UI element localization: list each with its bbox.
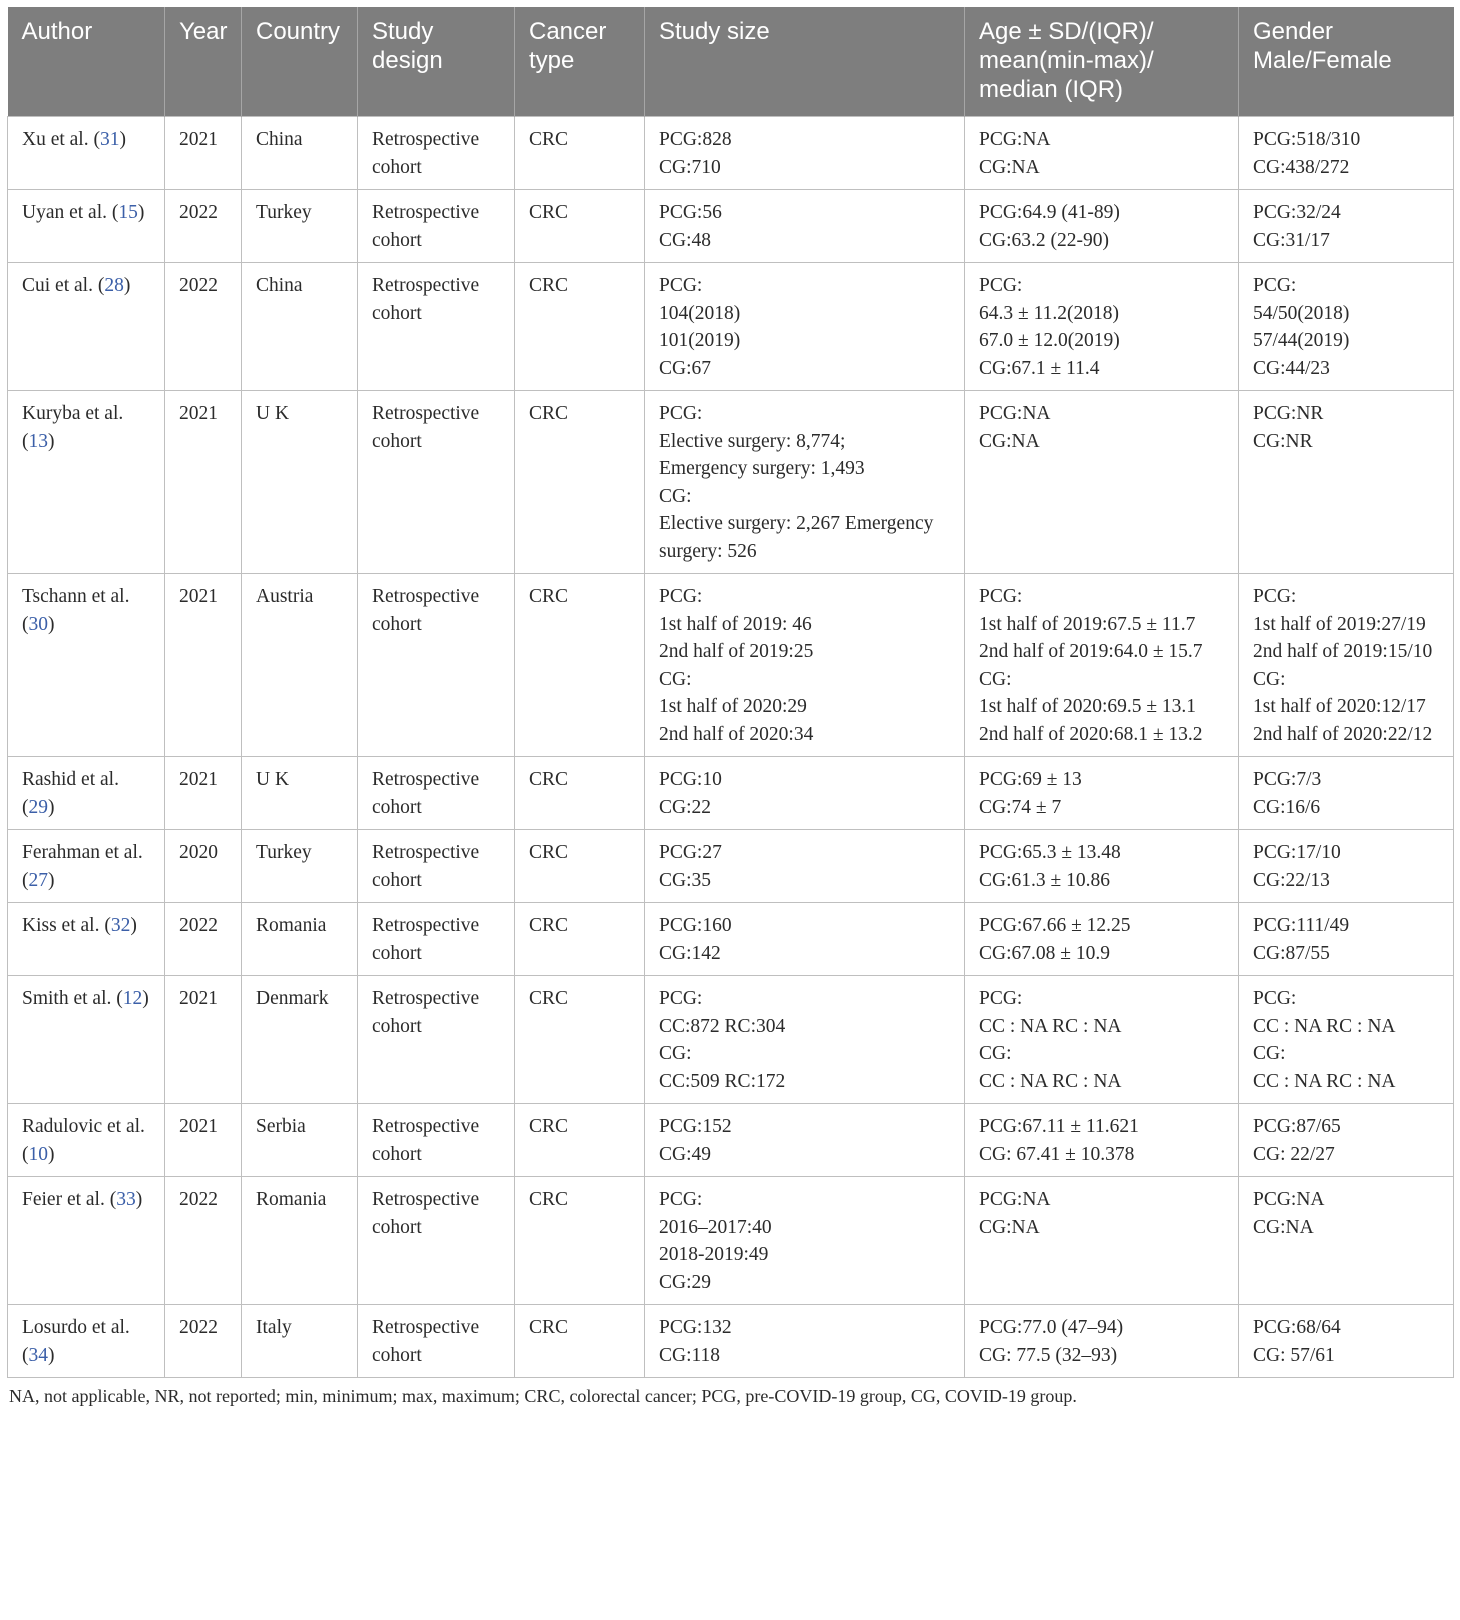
cell-line: CG:: [979, 1043, 1012, 1064]
author-name: Cui et al.: [22, 275, 93, 296]
reference-link: 33: [116, 1189, 136, 1210]
cell-country: Romania: [242, 1177, 358, 1305]
reference-link: 15: [118, 202, 138, 223]
cell-country: Italy: [242, 1305, 358, 1378]
cell-line: CG: 77.5 (32–93): [979, 1344, 1118, 1366]
cell-cancer-type: CRC: [515, 263, 645, 391]
cell-line: CC:872 RC:304: [659, 1015, 786, 1037]
header-author: Author: [8, 7, 165, 117]
cell-author: Tschann et al. (30): [8, 574, 165, 757]
cell-line: 2018-2019:49: [659, 1244, 769, 1265]
cell-year: 2022: [165, 1177, 242, 1305]
cell-line: CG:16/6: [1253, 796, 1321, 818]
cell-line: PCG:: [1253, 586, 1297, 607]
reference-link: 27: [28, 869, 48, 891]
cell-country: Romania: [242, 903, 358, 976]
cell-study-size: [645, 574, 965, 757]
cell-line: Emergency surgery: 1,493: [659, 458, 865, 479]
cell-line: CG:438/272: [1253, 156, 1350, 178]
cell-line: PCG:17/10: [1253, 842, 1341, 863]
cell-study-design: Retrospective cohort: [358, 574, 515, 757]
cell-cancer-type: CRC: [515, 976, 645, 1104]
cell-line: CG:31/17: [1253, 229, 1330, 251]
cell-line: CG:67.1 ± 11.4: [979, 357, 1100, 379]
cell-line: Elective surgery: 8,774;: [659, 430, 846, 452]
cell-line: CG:710: [659, 156, 721, 178]
cell-year: 2020: [165, 830, 242, 903]
cell-line: 101(2019): [659, 330, 741, 351]
cell-gender: [1239, 1104, 1454, 1177]
cell-line: 104(2018): [659, 302, 741, 324]
reference-link: 13: [28, 430, 48, 452]
cell-line: CC : NA RC : NA: [979, 1070, 1122, 1092]
cell-line: PCG:518/310: [1253, 129, 1361, 150]
reference-link: 30: [28, 613, 48, 635]
header-study-size: Study size: [645, 7, 965, 117]
cell-line: CG:61.3 ± 10.86: [979, 869, 1110, 891]
cell-line: 1st half of 2020:69.5 ± 13.1: [979, 696, 1197, 717]
cell-line: PCG:: [979, 988, 1023, 1009]
cell-cancer-type: CRC: [515, 1104, 645, 1177]
document: [7, 7, 1453, 1407]
cell-line: CG: 67.41 ± 10.378: [979, 1143, 1135, 1165]
cell-line: PCG:: [1253, 275, 1297, 296]
cell-line: PCG:NR: [1253, 403, 1324, 424]
cell-author: Kiss et al. (32): [8, 903, 165, 976]
cell-line: 2nd half of 2019:64.0 ± 15.7: [979, 641, 1203, 662]
cell-cancer-type: CRC: [515, 117, 645, 190]
cell-line: CC : NA RC : NA: [979, 1015, 1122, 1037]
cell-age: [965, 391, 1239, 574]
cell-study-design: Retrospective cohort: [358, 117, 515, 190]
cell-line: CG:67.08 ± 10.9: [979, 942, 1110, 964]
cell-line: CC : NA RC : NA: [1253, 1015, 1396, 1037]
cell-author: Xu et al. (31): [8, 117, 165, 190]
cell-line: CG: 22/27: [1253, 1143, 1335, 1165]
cell-line: CG:63.2 (22-90): [979, 229, 1109, 251]
cell-line: 1st half of 2019:27/19: [1253, 613, 1426, 635]
cell-author: Radulovic et al. (10): [8, 1104, 165, 1177]
author-name: Rashid et al.: [22, 769, 119, 790]
cell-line: CG:67: [659, 357, 712, 379]
cell-line: PCG:67.66 ± 12.25: [979, 915, 1131, 936]
cell-line: CG:NA: [979, 1216, 1040, 1238]
cell-line: PCG:152: [659, 1116, 732, 1137]
cell-gender: [1239, 830, 1454, 903]
cell-line: 64.3 ± 11.2(2018): [979, 302, 1119, 324]
cell-line: 54/50(2018): [1253, 302, 1350, 324]
cell-line: PCG:NA: [1253, 1189, 1325, 1210]
cell-line: PCG:68/64: [1253, 1317, 1341, 1338]
reference-link: 10: [28, 1143, 48, 1165]
cell-line: 67.0 ± 12.0(2019): [979, 330, 1120, 351]
cell-line: PCG:160: [659, 915, 732, 936]
cell-line: 2nd half of 2020:68.1 ± 13.2: [979, 723, 1203, 745]
cell-cancer-type: CRC: [515, 757, 645, 830]
cell-line: PCG:56: [659, 202, 722, 223]
cell-year: 2022: [165, 1305, 242, 1378]
cell-age: [965, 757, 1239, 830]
cell-line: PCG:77.0 (47–94): [979, 1317, 1124, 1338]
cell-year: 2022: [165, 190, 242, 263]
cell-study-design: Retrospective cohort: [358, 190, 515, 263]
cell-line: PCG:: [979, 275, 1023, 296]
cell-line: PCG:: [659, 586, 703, 607]
cell-study-design: Retrospective cohort: [358, 757, 515, 830]
cell-cancer-type: CRC: [515, 1177, 645, 1305]
cell-line: PCG:111/49: [1253, 915, 1350, 936]
cell-line: PCG:: [659, 1189, 703, 1210]
cell-gender: [1239, 1177, 1454, 1305]
cell-line: PCG:69 ± 13: [979, 769, 1082, 790]
cell-line: CG:: [659, 485, 692, 507]
cell-age: [965, 1305, 1239, 1378]
author-name: Feier et al.: [22, 1189, 105, 1210]
table-row: [8, 263, 1454, 391]
cell-line: PCG:10: [659, 769, 722, 790]
header-country: Country: [242, 7, 358, 117]
cell-line: CG:87/55: [1253, 942, 1330, 964]
cell-gender: [1239, 903, 1454, 976]
reference-link: 29: [28, 796, 48, 818]
header-study-design: Study design: [358, 7, 515, 117]
cell-year: 2021: [165, 757, 242, 830]
cell-line: CG:22: [659, 796, 712, 818]
cell-study-design: Retrospective cohort: [358, 1305, 515, 1378]
cell-gender: [1239, 757, 1454, 830]
cell-study-size: [645, 1104, 965, 1177]
cell-study-design: Retrospective cohort: [358, 1104, 515, 1177]
author-name: Radulovic et al.: [22, 1116, 145, 1137]
author-name: Kiss et al.: [22, 915, 100, 936]
header-year: Year: [165, 7, 242, 117]
cell-age: [965, 190, 1239, 263]
cell-year: 2021: [165, 976, 242, 1104]
cell-gender: [1239, 976, 1454, 1104]
cell-line: CG:: [659, 668, 692, 690]
table-row: [8, 574, 1454, 757]
cell-study-design: Retrospective cohort: [358, 903, 515, 976]
reference-link: 32: [110, 915, 131, 936]
cell-age: [965, 1104, 1239, 1177]
cell-line: PCG:: [979, 586, 1023, 607]
cell-age: [965, 903, 1239, 976]
table-header-row: [8, 7, 1454, 117]
header-cancer-type: Cancer type: [515, 7, 645, 117]
cell-line: PCG:NA: [979, 403, 1051, 424]
cell-line: CC:509 RC:172: [659, 1070, 786, 1092]
cell-line: CC : NA RC : NA: [1253, 1070, 1396, 1092]
cell-cancer-type: CRC: [515, 574, 645, 757]
cell-study-design: Retrospective cohort: [358, 263, 515, 391]
cell-line: CG:48: [659, 229, 712, 251]
cell-author: Uyan et al. (15): [8, 190, 165, 263]
table-row: [8, 1305, 1454, 1378]
table-row: [8, 830, 1454, 903]
cell-country: Denmark: [242, 976, 358, 1104]
cell-country: U K: [242, 391, 358, 574]
cell-line: PCG:65.3 ± 13.48: [979, 842, 1121, 863]
cell-line: 2nd half of 2020:22/12: [1253, 723, 1433, 745]
cell-author: Kuryba et al. (13): [8, 391, 165, 574]
table-row: [8, 976, 1454, 1104]
author-name: Ferahman et al.: [22, 842, 143, 863]
reference-link: 28: [104, 275, 124, 296]
reference-link: 31: [99, 129, 120, 150]
table-row: [8, 903, 1454, 976]
cell-line: CG:29: [659, 1271, 712, 1293]
table-row: [8, 757, 1454, 830]
cell-line: CG:: [979, 668, 1012, 690]
cell-line: PCG:: [659, 988, 703, 1009]
cell-age: [965, 1177, 1239, 1305]
table-row: [8, 117, 1454, 190]
cell-country: China: [242, 117, 358, 190]
cell-line: PCG:: [1253, 988, 1297, 1009]
author-name: Xu et al.: [22, 129, 89, 150]
reference-link: 12: [122, 988, 143, 1009]
cell-line: CG:49: [659, 1143, 712, 1165]
cell-author: Losurdo et al. (34): [8, 1305, 165, 1378]
cell-country: Serbia: [242, 1104, 358, 1177]
cell-line: CG:: [1253, 1043, 1286, 1064]
cell-line: 2nd half of 2019:15/10: [1253, 641, 1433, 662]
header-gender: Gender Male/Female: [1239, 7, 1454, 117]
author-name: Losurdo et al.: [22, 1317, 130, 1338]
cell-cancer-type: CRC: [515, 903, 645, 976]
cell-study-size: [645, 903, 965, 976]
cell-line: 2nd half of 2019:25: [659, 641, 814, 662]
cell-line: PCG:NA: [979, 129, 1051, 150]
cell-line: PCG:: [659, 275, 703, 296]
cell-cancer-type: CRC: [515, 190, 645, 263]
cell-line: 1st half of 2020:12/17: [1253, 696, 1426, 717]
cell-year: 2021: [165, 117, 242, 190]
cell-line: 2nd half of 2020:34: [659, 723, 814, 745]
author-name: Kuryba et al.: [22, 403, 124, 424]
cell-line: PCG:132: [659, 1317, 732, 1338]
cell-author: Feier et al. (33): [8, 1177, 165, 1305]
cell-line: PCG:64.9 (41-89): [979, 202, 1120, 223]
cell-age: [965, 830, 1239, 903]
cell-gender: [1239, 117, 1454, 190]
cell-cancer-type: CRC: [515, 391, 645, 574]
cell-cancer-type: CRC: [515, 830, 645, 903]
cell-cancer-type: CRC: [515, 1305, 645, 1378]
cell-year: 2021: [165, 1104, 242, 1177]
cell-country: Austria: [242, 574, 358, 757]
cell-age: [965, 117, 1239, 190]
cell-study-size: [645, 830, 965, 903]
cell-country: Turkey: [242, 830, 358, 903]
author-name: Tschann et al.: [22, 586, 130, 607]
cell-gender: [1239, 574, 1454, 757]
cell-study-design: Retrospective cohort: [358, 1177, 515, 1305]
cell-line: 1st half of 2020:29: [659, 696, 807, 717]
cell-line: CG:22/13: [1253, 869, 1330, 891]
cell-line: CG:35: [659, 869, 712, 891]
cell-line: PCG:87/65: [1253, 1116, 1341, 1137]
table-row: [8, 391, 1454, 574]
cell-line: CG:74 ± 7: [979, 796, 1062, 818]
cell-author: Ferahman et al. (27): [8, 830, 165, 903]
reference-link: 34: [28, 1344, 48, 1366]
cell-line: CG:44/23: [1253, 357, 1330, 379]
cell-study-design: Retrospective cohort: [358, 976, 515, 1104]
cell-line: CG:NA: [1253, 1216, 1314, 1238]
cell-line: 2016–2017:40: [659, 1216, 772, 1238]
cell-author: Rashid et al. (29): [8, 757, 165, 830]
table-row: [8, 190, 1454, 263]
cell-line: CG: 57/61: [1253, 1344, 1335, 1366]
cell-study-size: [645, 190, 965, 263]
cell-study-size: [645, 1177, 965, 1305]
cell-line: PCG:828: [659, 129, 732, 150]
cell-line: CG:118: [659, 1344, 721, 1366]
cell-line: PCG:7/3: [1253, 769, 1322, 790]
table-row: [8, 1104, 1454, 1177]
cell-line: CG:: [659, 1043, 692, 1064]
cell-line: PCG:67.11 ± 11.621: [979, 1116, 1139, 1137]
cell-study-size: [645, 263, 965, 391]
cell-line: PCG:: [659, 403, 703, 424]
cell-line: CG:: [1253, 668, 1286, 690]
cell-age: [965, 263, 1239, 391]
cell-gender: [1239, 190, 1454, 263]
cell-gender: [1239, 1305, 1454, 1378]
cell-line: CG:NA: [979, 156, 1040, 178]
table-footnote: NA, not applicable, NR, not reported; min, minimum; max, maximum; CRC, colorectal cancer; PCG, pre-COVID-19 group, CG, COVID-19 group.: [9, 1386, 1077, 1406]
cell-study-size: [645, 391, 965, 574]
cell-year: 2021: [165, 391, 242, 574]
cell-age: [965, 574, 1239, 757]
cell-line: PCG:27: [659, 842, 722, 863]
author-name: Smith et al.: [22, 988, 112, 1009]
cell-study-design: Retrospective cohort: [358, 830, 515, 903]
cell-year: 2021: [165, 574, 242, 757]
header-age: Age ± SD/(IQR)/ mean(min-max)/ median (IQR): [965, 7, 1239, 117]
cell-line: CG:142: [659, 942, 721, 964]
cell-line: PCG:32/24: [1253, 202, 1341, 223]
cell-gender: [1239, 263, 1454, 391]
cell-study-size: [645, 757, 965, 830]
cell-country: Turkey: [242, 190, 358, 263]
cell-line: CG:NA: [979, 430, 1040, 452]
cell-study-design: Retrospective cohort: [358, 391, 515, 574]
cell-country: U K: [242, 757, 358, 830]
cell-year: 2022: [165, 263, 242, 391]
cell-line: 57/44(2019): [1253, 330, 1350, 351]
cell-line: PCG:NA: [979, 1189, 1051, 1210]
author-name: Uyan et al.: [22, 202, 108, 223]
cell-study-size: [645, 976, 965, 1104]
cell-country: China: [242, 263, 358, 391]
cell-author: Cui et al. (28): [8, 263, 165, 391]
cell-author: Smith et al. (12): [8, 976, 165, 1104]
table-row: [8, 1177, 1454, 1305]
table-body: [8, 117, 1454, 1378]
cell-line: Elective surgery: 2,267 Emergency surgery: 526: [659, 513, 934, 562]
cell-study-size: [645, 1305, 965, 1378]
cell-gender: [1239, 391, 1454, 574]
cell-line: CG:NR: [1253, 430, 1313, 452]
cell-line: 1st half of 2019: 46: [659, 613, 812, 635]
cell-age: [965, 976, 1239, 1104]
cell-study-size: [645, 117, 965, 190]
cell-year: 2022: [165, 903, 242, 976]
cell-line: 1st half of 2019:67.5 ± 11.7: [979, 613, 1196, 635]
study-characteristics-table: [7, 7, 1454, 1378]
